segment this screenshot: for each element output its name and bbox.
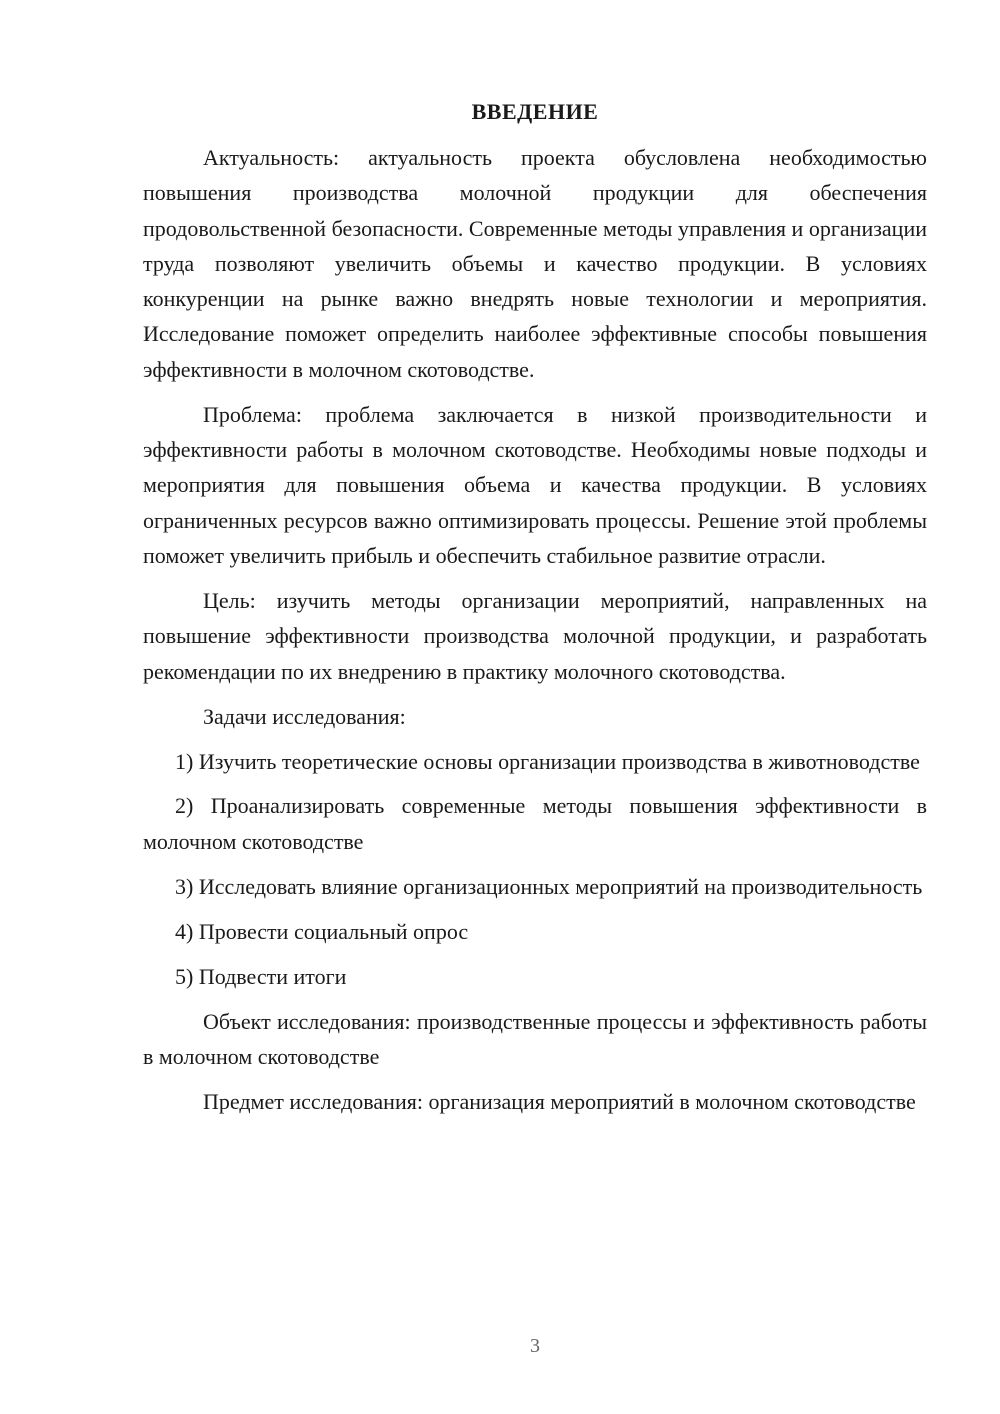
paragraph-problem: Проблема: проблема заключается в низкой производительности и эффективности работы в молочном скотоводстве. Необходимы новые подходы и мероприятия для повышения объема и качества продукции. В условиях ограниченных ресурсов важно оптимизировать процессы. Решение этой проблемы поможет увеличить прибыль и обеспечить стабильное развитие отрасли.	[143, 401, 927, 568]
tasks-heading: Задачи исследования:	[203, 703, 406, 729]
paragraph-subject: Предмет исследования: организация мероприятий в молочном скотоводстве	[203, 1089, 916, 1114]
task-item-3: 3) Исследовать влияние организационных мероприятий на производительность	[175, 873, 923, 899]
paragraph-object: Объект исследования: производственные процессы и эффективность работы в молочном скотоводстве	[143, 1008, 927, 1070]
task-item-2: 2) Проанализировать современные методы повышения эффективности в молочном скотоводстве	[143, 793, 927, 854]
task-item-4: 4) Провести социальный опрос	[175, 918, 469, 944]
task-item-1: 1) Изучить теоретические основы организации производства в животноводстве	[175, 748, 920, 774]
page-number: 3	[530, 1335, 540, 1357]
paragraph-goal: Цель: изучить методы организации мероприятий, направленных на повышение эффективности производства молочной продукции, и разработать рекомендации по их внедрению в практику молочного скотоводства.	[143, 587, 927, 684]
task-item-5: 5) Подвести итоги	[175, 963, 347, 989]
document-body	[143, 140, 927, 1129]
paragraph-relevance: Актуальность: актуальность проекта обусловлена необходимостью повышения производства молочной продукции для обеспечения продовольственной безопасности. Современные методы управления и организации труда позволяют увеличить объемы и качество продукции. В условиях конкуренции на рынке важно внедрять новые технологии и мероприятия. Исследование поможет определить наиболее эффективные способы повышения эффективности в молочном скотоводстве.	[143, 145, 927, 382]
page-title: ВВЕДЕНИЕ	[471, 99, 599, 124]
